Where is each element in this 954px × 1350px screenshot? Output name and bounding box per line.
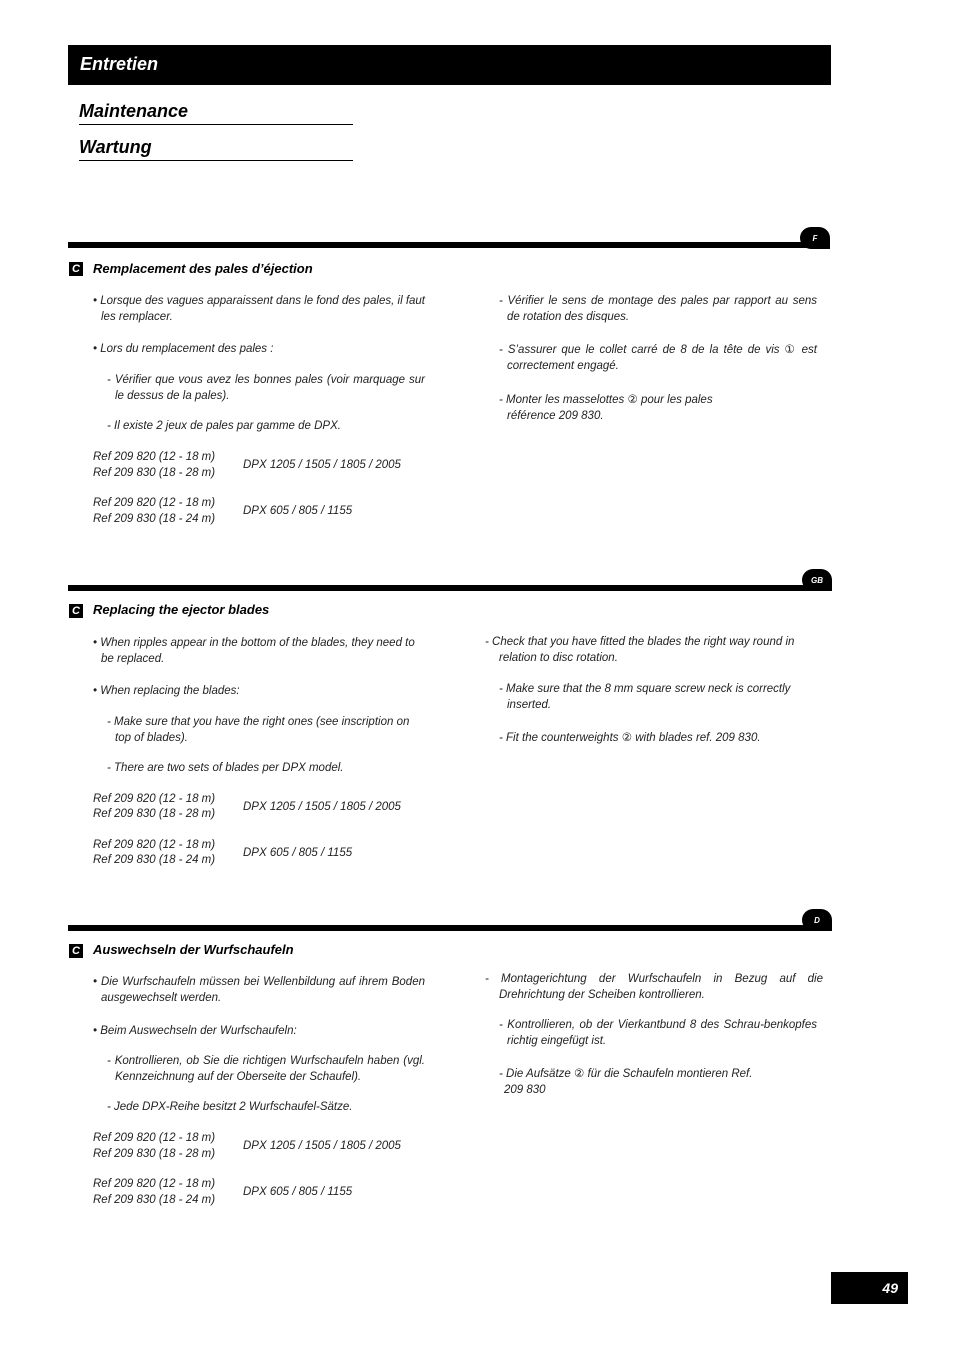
- dash-item: - Check that you have fitted the blades the right way round in relation to disc rotation.: [485, 636, 795, 664]
- reference-line: Ref 209 820 (12 - 18 m): [93, 839, 216, 851]
- section-title: Auswechseln der Wurfschaufeln: [93, 942, 294, 957]
- section-rule: [68, 585, 814, 591]
- language-tab-gb: GB: [802, 569, 832, 591]
- dash-item: - Make sure that the 8 mm square screw neck is correctly inserted.: [499, 683, 791, 711]
- reference-line: Ref 209 820 (12 - 18 m): [93, 1178, 216, 1190]
- dash-item: - Make sure that you have the right ones (see inscription on top of blades).: [107, 716, 410, 744]
- reference-line: Ref 209 820 (12 - 18 m): [93, 793, 216, 805]
- bullet-item: • Die Wurfschaufeln müssen bei Wellenbildung auf ihrem Boden ausgewechselt werden.: [93, 976, 425, 1004]
- section-marker: C: [69, 604, 83, 618]
- reference-line: Ref 209 830 (18 - 24 m): [93, 513, 216, 525]
- reference-line: Ref 209 830 (18 - 24 m): [93, 854, 216, 866]
- model-list: DPX 605 / 805 / 1155: [243, 505, 353, 517]
- dash-item: - Fit the counterweights ② with blades ref. 209 830.: [499, 732, 761, 744]
- section-marker: C: [69, 944, 83, 958]
- dash-item: - Kontrollieren, ob der Vierkantbund 8 des Schrau-benkopfes richtig eingefügt ist.: [499, 1019, 817, 1047]
- section-marker: C: [69, 262, 83, 276]
- model-list: DPX 1205 / 1505 / 1805 / 2005: [243, 1140, 401, 1152]
- page-header-title: Entretien: [80, 54, 159, 74]
- dash-item: - S’assurer que le collet carré de 8 de la tête de vis ① est correctement engagé.: [499, 344, 817, 372]
- language-tab-d: D: [802, 909, 832, 931]
- reference-line: Ref 209 820 (12 - 18 m): [93, 451, 216, 463]
- dash-item: - There are two sets of blades per DPX model.: [107, 762, 344, 774]
- model-list: DPX 605 / 805 / 1155: [243, 1186, 353, 1198]
- dash-item: - Jede DPX-Reihe besitzt 2 Wurfschaufel-Sätze.: [107, 1101, 353, 1113]
- subtitle-english: Maintenance: [79, 101, 353, 125]
- dash-item: - Monter les masselottes ② pour les pales référence 209 830.: [499, 394, 713, 422]
- dash-item: - Die Aufsätze ② für die Schaufeln montieren Ref. 209 830: [499, 1068, 753, 1096]
- model-list: DPX 605 / 805 / 1155: [243, 847, 353, 859]
- dash-item: - Vérifier que vous avez les bonnes pales (voir marquage sur le dessus de la pales).: [107, 374, 425, 402]
- language-tab-f: F: [800, 227, 830, 249]
- section-title: Remplacement des pales d’éjection: [93, 261, 313, 276]
- section-rule: [68, 242, 814, 248]
- bullet-item: • Lors du remplacement des pales :: [93, 343, 274, 355]
- reference-line: Ref 209 830 (18 - 24 m): [93, 1194, 216, 1206]
- reference-line: Ref 209 830 (18 - 28 m): [93, 808, 216, 820]
- model-list: DPX 1205 / 1505 / 1805 / 2005: [243, 801, 401, 813]
- reference-line: Ref 209 820 (12 - 18 m): [93, 1132, 216, 1144]
- bullet-item: • When replacing the blades:: [93, 685, 240, 697]
- model-list: DPX 1205 / 1505 / 1805 / 2005: [243, 459, 401, 471]
- page-header-bar: [68, 45, 831, 85]
- section-rule: [68, 925, 814, 931]
- dash-item: - Montagerichtung der Wurfschaufeln in Bezug auf die Drehrichtung der Scheiben kontrollieren.: [485, 973, 823, 1001]
- page-number: 49: [831, 1272, 908, 1304]
- reference-line: Ref 209 830 (18 - 28 m): [93, 1148, 216, 1160]
- subtitle-german: Wartung: [79, 137, 353, 161]
- section-title: Replacing the ejector blades: [93, 602, 270, 617]
- reference-line: Ref 209 830 (18 - 28 m): [93, 467, 216, 479]
- reference-line: Ref 209 820 (12 - 18 m): [93, 497, 216, 509]
- bullet-item: • Beim Auswechseln der Wurfschaufeln:: [93, 1025, 297, 1037]
- dash-item: - Il existe 2 jeux de pales par gamme de DPX.: [107, 420, 341, 432]
- dash-item: - Vérifier le sens de montage des pales par rapport au sens de rotation des disques.: [499, 295, 817, 323]
- dash-item: - Kontrollieren, ob Sie die richtigen Wurfschaufeln haben (vgl. Kennzeichnung auf der Oberseite der Schaufel).: [107, 1055, 425, 1083]
- bullet-item: • When ripples appear in the bottom of the blades, they need to be replaced.: [93, 637, 415, 665]
- bullet-item: • Lorsque des vagues apparaissent dans le fond des pales, il faut les remplacer.: [93, 295, 425, 323]
